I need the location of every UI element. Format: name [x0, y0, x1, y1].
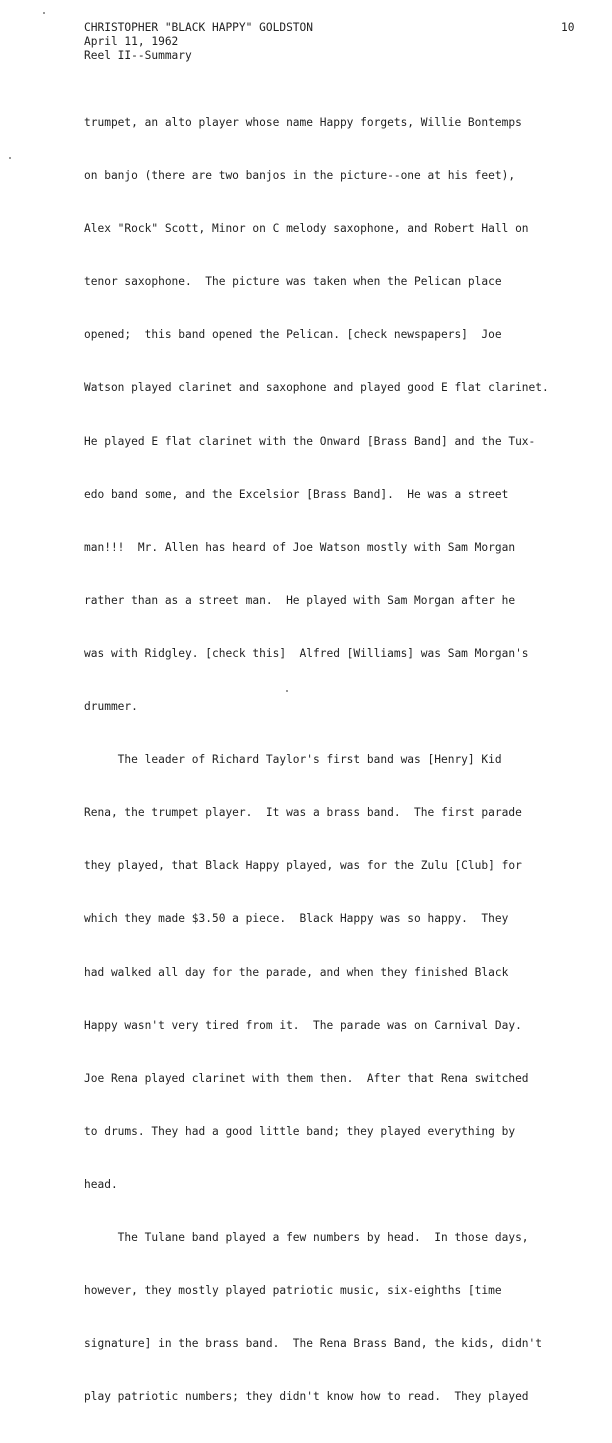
scan-speck — [43, 12, 45, 14]
body-line: Watson played clarinet and saxophone and played good E flat clarinet. — [84, 381, 549, 395]
header-name: CHRISTOPHER "BLACK HAPPY" GOLDSTON — [84, 21, 314, 34]
page-number: 10 — [561, 21, 575, 34]
body-line: to drums. They had a good little band; they played everything by — [84, 1124, 516, 1138]
scan-speck — [286, 690, 288, 692]
body-text — [84, 90, 594, 1443]
body-line: Happy wasn't very tired from it. The parade was on Carnival Day. — [84, 1018, 522, 1032]
body-line: The leader of Richard Taylor's first band was [Henry] Kid — [84, 753, 502, 767]
header-date: April 11, 1962 — [84, 35, 179, 48]
body-line: was with Ridgley. [check this] Alfred [Williams] was Sam Morgan's — [84, 646, 529, 660]
body-line: on banjo (there are two banjos in the picture--one at his feet), — [84, 169, 516, 183]
body-line: tenor saxophone. The picture was taken when the Pelican place — [84, 275, 502, 289]
body-line: edo band some, and the Excelsior [Brass Band]. He was a street — [84, 487, 509, 501]
body-line: drummer. — [84, 700, 138, 714]
body-line: they played, that Black Happy played, was for the Zulu [Club] for — [84, 859, 522, 873]
body-line: Rena, the trumpet player. It was a brass band. The first parade — [84, 806, 522, 820]
body-line: head. — [84, 1177, 118, 1191]
body-line: Joe Rena played clarinet with them then. After that Rena switched — [84, 1071, 529, 1085]
body-line: Alex "Rock" Scott, Minor on C melody saxophone, and Robert Hall on — [84, 222, 529, 236]
body-line: signature] in the brass band. The Rena Brass Band, the kids, didn't — [84, 1337, 543, 1351]
body-line: play patriotic numbers; they didn't know how to read. They played — [84, 1390, 529, 1404]
body-line: had walked all day for the parade, and when they finished Black — [84, 965, 509, 979]
body-line: man!!! Mr. Allen has heard of Joe Watson mostly with Sam Morgan — [84, 540, 516, 554]
body-line: which they made $3.50 a piece. Black Happy was so happy. They — [84, 912, 509, 926]
body-line: rather than as a street man. He played with Sam Morgan after he — [84, 593, 516, 607]
body-line: trumpet, an alto player whose name Happy forgets, Willie Bontemps — [84, 116, 522, 129]
body-line: He played E flat clarinet with the Onward [Brass Band] and the Tux- — [84, 434, 536, 448]
header-reel: Reel II--Summary — [84, 49, 192, 62]
body-line: however, they mostly played patriotic music, six-eighths [time — [84, 1284, 502, 1298]
body-line: The Tulane band played a few numbers by head. In those days, — [84, 1230, 529, 1244]
body-line: opened; this band opened the Pelican. [check newspapers] Joe — [84, 328, 502, 342]
scan-speck — [9, 157, 11, 159]
